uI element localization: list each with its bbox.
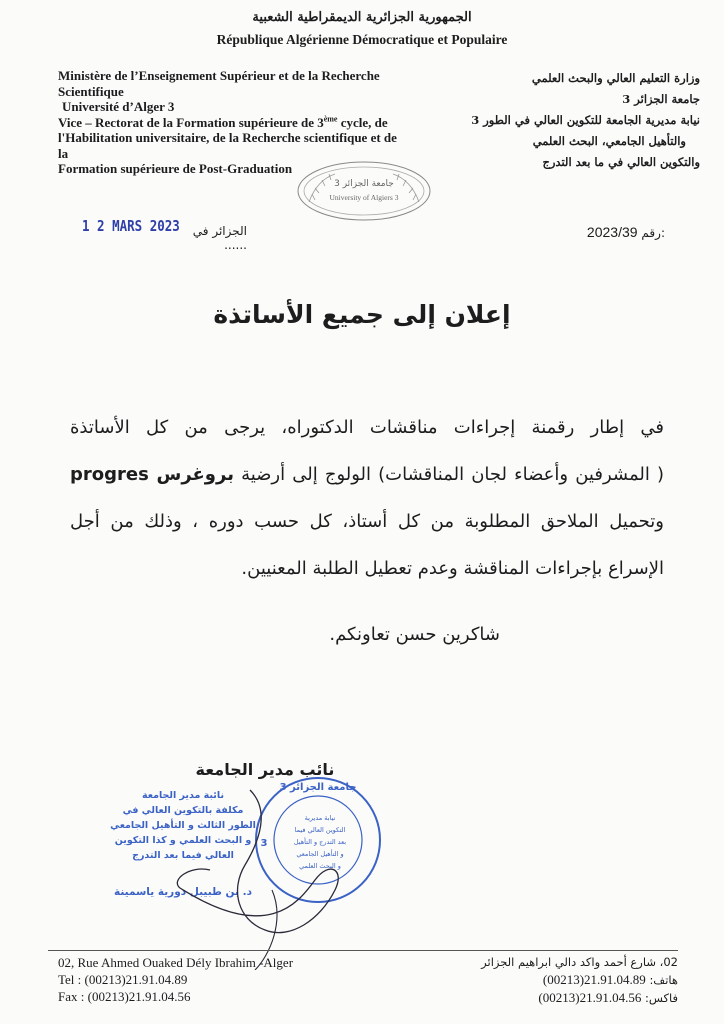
- footer-fax: Fax : (00213)21.91.04.56: [58, 989, 191, 1004]
- ministry-line-ar: نيابة مديرية الجامعة للتكوين العالي في الطور 3: [471, 113, 700, 127]
- signatory-title: نائب مدير الجامعة: [195, 760, 335, 779]
- footer-tel: Tel : (00213)21.91.04.89: [58, 972, 188, 987]
- ministry-block-ar: [430, 68, 700, 173]
- footer-divider: [48, 950, 678, 951]
- ministry-line-ar: والتأهيل الجامعي، البحث العلمي: [532, 134, 686, 148]
- round-stamp-line: نيابة مديرية: [304, 814, 336, 822]
- footer-address: 02, Rue Ahmed Ouaked Dély Ibrahim -Alger: [58, 955, 294, 970]
- stamp-line: و البحث العلمي و كذا التكوين: [114, 835, 252, 846]
- round-stamp-number: 3: [260, 838, 268, 849]
- university-line: Université d’Alger 3: [62, 99, 175, 114]
- reference-number: [545, 224, 665, 240]
- body-line: ( المشرفين وأعضاء لجان المناقشات) الولوج إلى أرضية بروغرس progres: [70, 464, 664, 485]
- body-line: وتحميل الملاحق المطلوبة من كل أستاذ، كل حسب دوره ، وذلك من أجل: [70, 511, 664, 532]
- ministry-line-ar: والتكوين العالي في ما بعد التدرج: [542, 155, 700, 169]
- round-stamp-line: و التأهيل الجامعي: [296, 850, 344, 858]
- date-label: الجزائر في ......: [192, 224, 247, 252]
- ministry-line: Formation supérieure de Post-Graduation: [58, 161, 293, 176]
- footer-fax-ar: فاكس: (00213)21.91.04.56: [538, 990, 678, 1005]
- round-stamp-line: التكوين العالي فيما: [294, 826, 346, 834]
- body-line: الإسراع بإجراءات المناقشة وعدم تعطيل الطلبة المعنيين.: [241, 558, 664, 579]
- stamp-line: العالي فيما بعد التدرج: [132, 850, 234, 861]
- footer-contact-ar: [481, 954, 678, 1007]
- footer-tel-ar: هاتف: (00213)21.91.04.89: [542, 972, 678, 987]
- stamp-line: نائبة مدير الجامعة: [141, 790, 225, 801]
- reference-label: رقم:: [641, 226, 665, 240]
- body-line: في إطار رقمنة إجراءات مناقشات الدكتوراه، يرجى من كل الأساتذة: [70, 417, 664, 438]
- ministry-line: l'Habilitation universitaire, de la Recherche scientifique et de la: [58, 130, 397, 161]
- date-stamp: 1 2 MARS 2023: [82, 216, 180, 235]
- vice-rectorat-line: Vice – Rectorat de la Formation supérieure de 3ème cycle, de: [58, 114, 388, 130]
- footer-contact-fr: [58, 954, 293, 1005]
- ministry-line: Ministère de l’Enseignement Supérieur et de la Recherche: [58, 68, 380, 83]
- platform-name: بروغرس progres: [70, 464, 234, 485]
- announcement-body: [70, 404, 664, 592]
- ministry-line-ar: جامعة الجزائر 3: [622, 92, 700, 106]
- header-country-ar: الجمهورية الجزائرية الديمقراطية الشعبية: [252, 10, 472, 25]
- handwritten-signature: [120, 770, 420, 970]
- ministry-line: Scientifique: [58, 83, 124, 99]
- round-stamp-line: بعد التدرج و التأهيل: [293, 838, 347, 846]
- logo-text-en: University of Algiers 3: [329, 193, 399, 202]
- reference-value: 2023/39: [586, 224, 638, 240]
- footer-address-ar: 02، شارع أحمد واكد دالي ابراهيم الجزائر: [481, 955, 678, 969]
- announcement-title: إعلان إلى جميع الأساتذة: [213, 300, 511, 329]
- signatory-name: د. بن طبيبل دورية ياسمينة: [114, 886, 252, 898]
- university-logo: [295, 160, 433, 222]
- ministry-line-ar: وزارة التعليم العالي والبحث العلمي: [531, 71, 700, 85]
- stamp-line: مكلفة بالتكوين العالي في: [122, 805, 244, 816]
- round-stamp-top: جامعة الجزائر 3: [279, 782, 357, 793]
- stamp-line: الطور الثالث و التأهيل الجامعي: [110, 820, 256, 831]
- header-country-fr: République Algérienne Démocratique et Populaire: [216, 32, 508, 47]
- round-stamp-line: و البحث العلمي: [299, 862, 341, 870]
- logo-text-ar: جامعة الجزائر 3: [334, 179, 394, 189]
- closing-thanks: شاكرين حسن تعاونكم.: [329, 624, 500, 645]
